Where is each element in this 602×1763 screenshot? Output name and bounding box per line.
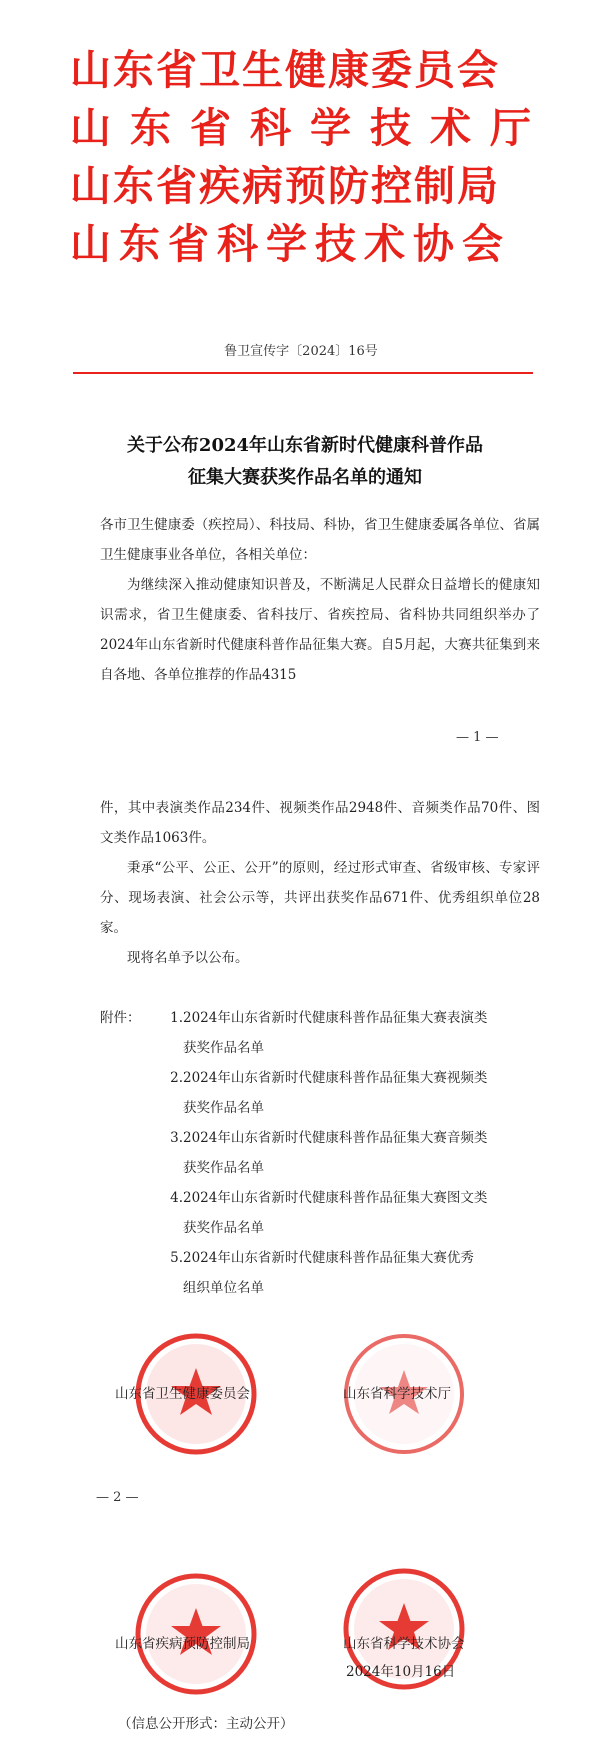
- paragraph-2: 秉承“公平、公正、公开”的原则，经过形式审查、省级审核、专家评分、现场表演、社会公示等，共评出获奖作品671件、优秀组织单位28家。: [100, 860, 540, 936]
- page-number-1: — 1 —: [456, 730, 499, 745]
- attachment-title-cont: 获奖作品名单: [183, 1220, 264, 1236]
- attachment-title-cont: 获奖作品名单: [183, 1100, 264, 1116]
- document-number: 鲁卫宣传字〔2024〕16号: [224, 344, 378, 359]
- attachment-number: 4.: [170, 1190, 183, 1206]
- attachment-number: 2.: [170, 1070, 183, 1086]
- org-name-health-commission: 山东省卫生健康委员会: [70, 46, 500, 94]
- signature-disease-control-bureau: 山东省疾病预防控制局: [115, 1636, 250, 1652]
- document-title-line2: 征集大赛获奖作品名单的通知: [188, 467, 422, 488]
- org-name-science-association: 山东省科学技术协会: [70, 220, 511, 268]
- attachment-number: 3.: [170, 1130, 183, 1146]
- recipients: 各市卫生健康委（疾控局）、科技局、科协，省卫生健康委属各单位、省属卫生健康事业各单位，各相关单位：: [100, 517, 540, 563]
- signature-health-commission: 山东省卫生健康委员会: [115, 1386, 250, 1402]
- attachment-title: 2024年山东省新时代健康科普作品征集大赛视频类: [183, 1070, 488, 1086]
- disclosure-note: （信息公开形式：主动公开）: [118, 1716, 294, 1732]
- signature-science-department: 山东省科学技术厅: [343, 1386, 451, 1402]
- document-title-line1: 关于公布2024年山东省新时代健康科普作品: [126, 435, 484, 456]
- attachments-label: 附件：: [100, 1010, 141, 1026]
- attachment-item[interactable]: [162, 1063, 540, 1123]
- org-name-science-department: 山东省科学技术厅: [70, 104, 550, 152]
- attachment-title-cont: 获奖作品名单: [183, 1040, 264, 1056]
- attachment-title: 2024年山东省新时代健康科普作品征集大赛表演类: [183, 1010, 488, 1026]
- paragraph-3: 现将名单予以公布。: [127, 950, 249, 966]
- attachment-item[interactable]: [162, 1003, 540, 1063]
- paragraph-1-continued: 件，其中表演类作品234件、视频类作品2948件、音频类作品70件、图文类作品1063件。: [100, 800, 540, 846]
- issue-date: 2024年10月16日: [346, 1664, 456, 1680]
- attachment-number: 1.: [170, 1010, 183, 1026]
- attachment-item[interactable]: [162, 1123, 540, 1183]
- page-number-2: — 2 —: [96, 1490, 139, 1505]
- attachment-title: 2024年山东省新时代健康科普作品征集大赛优秀: [183, 1250, 474, 1266]
- paragraph-1: 为继续深入推动健康知识普及，不断满足人民群众日益增长的健康知识需求，省卫生健康委、省科技厅、省疾控局、省科协共同组织举办了2024年山东省新时代健康科普作品征集大赛。自5月起，大赛共征集到来自各地、各单位推荐的作品4315: [100, 577, 540, 683]
- attachment-title: 2024年山东省新时代健康科普作品征集大赛图文类: [183, 1190, 488, 1206]
- attachment-title: 2024年山东省新时代健康科普作品征集大赛音频类: [183, 1130, 488, 1146]
- red-divider: [73, 372, 533, 374]
- org-name-disease-control-bureau: 山东省疾病预防控制局: [70, 162, 500, 210]
- attachment-title-cont: 组织单位名单: [183, 1280, 264, 1296]
- attachments-section: [100, 1003, 540, 1303]
- signature-science-association: 山东省科学技术协会: [343, 1636, 465, 1652]
- attachment-number: 5.: [170, 1250, 183, 1266]
- attachment-item[interactable]: [162, 1183, 540, 1243]
- attachment-item[interactable]: [162, 1243, 540, 1303]
- attachment-title-cont: 获奖作品名单: [183, 1160, 264, 1176]
